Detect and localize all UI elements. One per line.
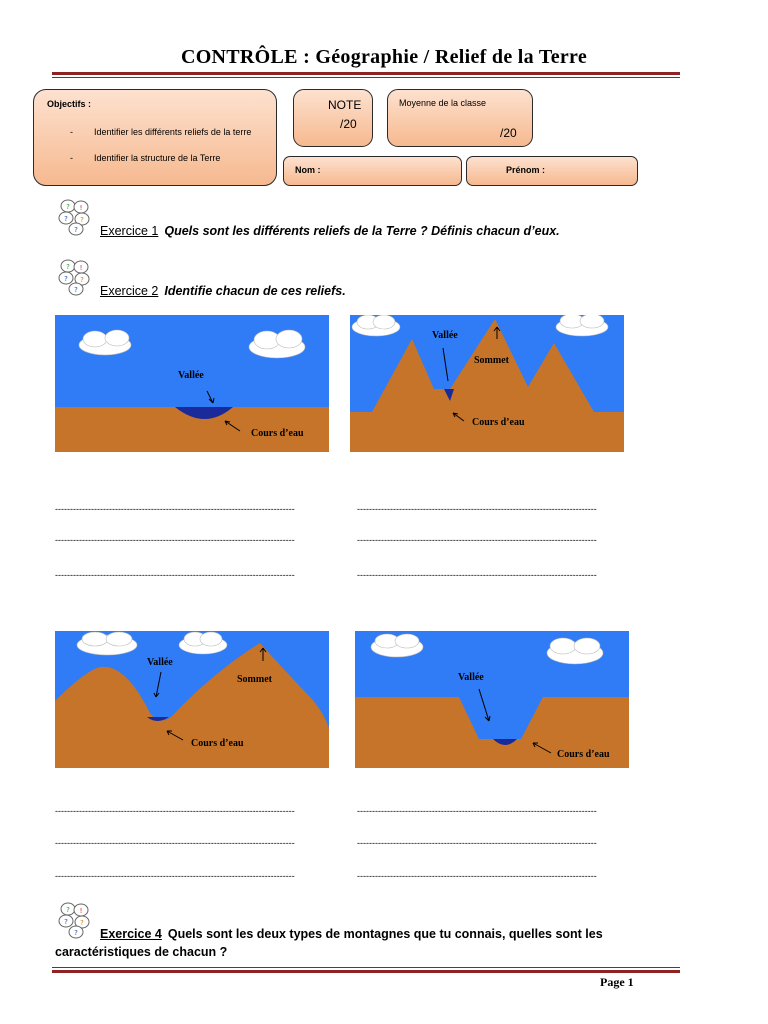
svg-text:?: ? bbox=[74, 226, 78, 234]
water-label: Cours d’eau bbox=[472, 417, 525, 428]
thought-bubbles-icon bbox=[56, 901, 96, 939]
page-title: CONTRÔLE : Géographie / Relief de la Terre bbox=[180, 46, 588, 68]
class-average-value: /20 bbox=[500, 126, 517, 140]
footer-rule bbox=[52, 970, 680, 973]
svg-text:?: ? bbox=[74, 929, 78, 937]
exercise-1-heading bbox=[100, 224, 560, 238]
svg-text:!: ! bbox=[79, 204, 83, 212]
answer-line[interactable]: -------------------------------------------------------------------------------- bbox=[357, 535, 597, 545]
name-label: Nom : bbox=[295, 165, 321, 175]
note-value[interactable]: /20 bbox=[340, 117, 357, 131]
title-rule-thin bbox=[52, 77, 680, 78]
name-field[interactable] bbox=[283, 156, 462, 186]
objectives-box bbox=[33, 89, 277, 186]
answer-line[interactable]: -------------------------------------------------------------------------------- bbox=[357, 570, 597, 580]
exercise-2-label: Exercice 2 bbox=[100, 284, 159, 298]
water-label: Cours d’eau bbox=[251, 428, 304, 439]
svg-text:?: ? bbox=[74, 286, 78, 294]
class-average-label: Moyenne de la classe bbox=[399, 98, 487, 108]
title-rule bbox=[52, 72, 680, 75]
answer-line[interactable]: -------------------------------------------------------------------------------- bbox=[357, 871, 597, 881]
footer-rule-thin bbox=[52, 967, 680, 968]
firstname-label: Prénom : bbox=[506, 165, 546, 175]
answer-line[interactable]: -------------------------------------------------------------------------------- bbox=[55, 504, 295, 514]
svg-text:?: ? bbox=[66, 203, 70, 211]
answer-line[interactable]: -------------------------------------------------------------------------------- bbox=[55, 570, 295, 580]
class-average-box bbox=[387, 89, 533, 147]
water-label: Cours d’eau bbox=[557, 749, 610, 760]
exercise-2-question: Identifie chacun de ces reliefs. bbox=[164, 284, 346, 298]
answer-line[interactable]: -------------------------------------------------------------------------------- bbox=[357, 838, 597, 848]
svg-text:!: ! bbox=[79, 907, 83, 915]
svg-text:?: ? bbox=[66, 263, 70, 271]
svg-text:!: ! bbox=[79, 264, 83, 272]
thought-bubbles-icon bbox=[56, 258, 96, 296]
exercise-2-heading bbox=[100, 284, 346, 298]
exercise-4-question-line2: caractéristiques de chacun ? bbox=[55, 945, 228, 959]
svg-text:?: ? bbox=[64, 215, 68, 223]
answer-line[interactable]: -------------------------------------------------------------------------------- bbox=[55, 806, 295, 816]
summit-label: Sommet bbox=[474, 355, 509, 366]
relief-image-hills bbox=[55, 631, 329, 768]
exercise-1-question: Quels sont les différents reliefs de la Terre ? Définis chacun d’eux. bbox=[164, 224, 560, 238]
answer-line[interactable]: -------------------------------------------------------------------------------- bbox=[357, 504, 597, 514]
note-box bbox=[293, 89, 373, 147]
valley-label: Vallée bbox=[432, 330, 458, 341]
objectives-heading: Objectifs : bbox=[47, 99, 92, 109]
objective-item: Identifier les différents reliefs de la terre bbox=[94, 127, 252, 137]
svg-text:?: ? bbox=[66, 906, 70, 914]
svg-text:?: ? bbox=[80, 276, 84, 284]
relief-image-plain bbox=[55, 315, 329, 452]
valley-label: Vallée bbox=[458, 672, 484, 683]
answer-line[interactable]: -------------------------------------------------------------------------------- bbox=[55, 838, 295, 848]
answer-line[interactable]: -------------------------------------------------------------------------------- bbox=[55, 535, 295, 545]
firstname-field[interactable] bbox=[466, 156, 638, 186]
exercise-1-label: Exercice 1 bbox=[100, 224, 159, 238]
exercise-4-heading bbox=[100, 927, 603, 941]
objective-bullet: - bbox=[70, 127, 73, 137]
svg-text:?: ? bbox=[80, 919, 84, 927]
thought-bubbles-icon bbox=[56, 198, 96, 236]
note-label: NOTE bbox=[328, 98, 362, 112]
exercise-4-label: Exercice 4 bbox=[100, 927, 162, 941]
objective-item: Identifier la structure de la Terre bbox=[94, 153, 221, 163]
page-number: Page 1 bbox=[600, 975, 634, 989]
answer-line[interactable]: -------------------------------------------------------------------------------- bbox=[357, 806, 597, 816]
svg-text:?: ? bbox=[80, 216, 84, 224]
water-label: Cours d’eau bbox=[191, 738, 244, 749]
answer-line[interactable]: -------------------------------------------------------------------------------- bbox=[55, 871, 295, 881]
relief-image-mountains bbox=[350, 315, 624, 452]
relief-image-canyon bbox=[355, 631, 629, 768]
valley-label: Vallée bbox=[178, 370, 204, 381]
svg-text:?: ? bbox=[64, 918, 68, 926]
svg-text:?: ? bbox=[64, 275, 68, 283]
valley-label: Vallée bbox=[147, 657, 173, 668]
objective-bullet: - bbox=[70, 153, 73, 163]
summit-label: Sommet bbox=[237, 674, 272, 685]
exercise-4-question-line1: Quels sont les deux types de montagnes que tu connais, quelles sont les bbox=[167, 927, 603, 941]
